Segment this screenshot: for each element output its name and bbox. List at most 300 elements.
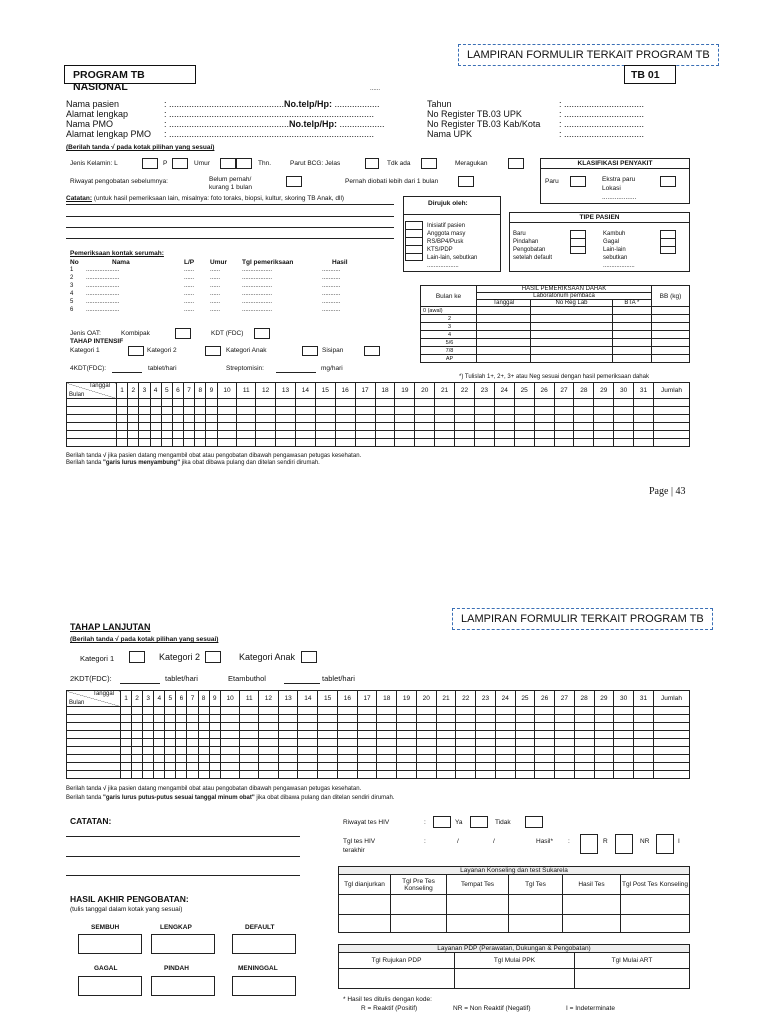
calendar-cell[interactable] bbox=[128, 439, 139, 447]
calendar-cell[interactable] bbox=[154, 731, 165, 739]
calendar-cell[interactable] bbox=[237, 407, 256, 415]
calendar-cell[interactable] bbox=[259, 755, 279, 763]
dirujuk-checkbox[interactable] bbox=[405, 221, 423, 229]
calendar-cell[interactable] bbox=[574, 707, 594, 715]
calendar-cell[interactable] bbox=[594, 723, 614, 731]
calendar-cell[interactable] bbox=[143, 723, 154, 731]
calendar-cell[interactable] bbox=[217, 423, 237, 431]
calendar-cell[interactable] bbox=[220, 739, 240, 747]
calendar-cell[interactable] bbox=[128, 399, 139, 407]
dahak-cell[interactable] bbox=[652, 331, 690, 339]
calendar-cell[interactable] bbox=[237, 439, 256, 447]
calendar-cell[interactable] bbox=[165, 715, 176, 723]
konseling-cell[interactable] bbox=[621, 895, 690, 915]
calendar-cell[interactable] bbox=[318, 771, 338, 779]
calendar-cell[interactable] bbox=[435, 399, 455, 407]
field-value[interactable]: : ................................ bbox=[559, 119, 645, 129]
calendar-cell[interactable] bbox=[335, 407, 355, 415]
calendar-cell[interactable] bbox=[209, 771, 220, 779]
calendar-cell[interactable] bbox=[176, 755, 187, 763]
calendar-cell[interactable] bbox=[209, 755, 220, 763]
calendar-cell[interactable] bbox=[377, 755, 397, 763]
calendar-cell[interactable] bbox=[315, 439, 335, 447]
calendar-cell[interactable] bbox=[117, 431, 128, 439]
calendar-cell[interactable] bbox=[594, 739, 614, 747]
calendar-cell[interactable] bbox=[237, 431, 256, 439]
calendar-cell[interactable] bbox=[654, 715, 690, 723]
calendar-cell[interactable] bbox=[395, 431, 415, 439]
kontak-field[interactable]: .................. bbox=[242, 299, 273, 305]
etambuthol-input[interactable] bbox=[284, 683, 320, 684]
calendar-cell[interactable] bbox=[474, 407, 494, 415]
paru-checkbox[interactable] bbox=[570, 176, 586, 187]
kontak-field[interactable]: ...... bbox=[210, 291, 221, 297]
calendar-cell[interactable] bbox=[514, 415, 534, 423]
calendar-cell[interactable] bbox=[415, 399, 435, 407]
calendar-cell[interactable] bbox=[494, 431, 514, 439]
calendar-cell[interactable] bbox=[132, 755, 143, 763]
calendar-cell[interactable] bbox=[117, 399, 128, 407]
calendar-cell[interactable] bbox=[357, 707, 377, 715]
calendar-cell[interactable] bbox=[276, 415, 296, 423]
gagal-date-box[interactable] bbox=[78, 976, 142, 996]
lokasi-dots[interactable]: ................... bbox=[602, 194, 637, 201]
calendar-cell[interactable] bbox=[318, 739, 338, 747]
dahak-cell[interactable] bbox=[652, 323, 690, 331]
calendar-cell[interactable] bbox=[515, 763, 535, 771]
kontak-field[interactable]: .................. bbox=[242, 307, 273, 313]
calendar-cell[interactable] bbox=[220, 747, 240, 755]
calendar-cell[interactable] bbox=[187, 747, 198, 755]
calendar-cell[interactable] bbox=[220, 771, 240, 779]
konseling-cell[interactable] bbox=[509, 895, 563, 915]
calendar-cell[interactable] bbox=[534, 407, 554, 415]
calendar-cell[interactable] bbox=[514, 407, 534, 415]
calendar-cell[interactable] bbox=[614, 707, 634, 715]
calendar-cell[interactable] bbox=[315, 431, 335, 439]
calendar-cell[interactable] bbox=[132, 715, 143, 723]
calendar-cell[interactable] bbox=[209, 763, 220, 771]
calendar-cell[interactable] bbox=[139, 431, 150, 439]
hiv-tidak-checkbox[interactable] bbox=[470, 816, 488, 828]
calendar-cell[interactable] bbox=[240, 755, 259, 763]
calendar-cell[interactable] bbox=[237, 423, 256, 431]
dirujuk-checkbox[interactable] bbox=[405, 253, 423, 261]
calendar-cell[interactable] bbox=[614, 431, 634, 439]
calendar-cell[interactable] bbox=[206, 399, 217, 407]
calendar-cell[interactable] bbox=[395, 407, 415, 415]
calendar-cell[interactable] bbox=[318, 747, 338, 755]
calendar-cell[interactable] bbox=[184, 423, 195, 431]
calendar-cell[interactable] bbox=[165, 771, 176, 779]
calendar-cell[interactable] bbox=[535, 747, 555, 755]
calendar-cell[interactable] bbox=[198, 755, 209, 763]
calendar-cell[interactable] bbox=[295, 431, 315, 439]
calendar-cell[interactable] bbox=[476, 739, 496, 747]
calendar-cell[interactable] bbox=[150, 407, 161, 415]
calendar-cell[interactable] bbox=[278, 715, 298, 723]
calendar-cell[interactable] bbox=[355, 431, 375, 439]
calendar-cell[interactable] bbox=[355, 415, 375, 423]
kontak-field[interactable]: ...... bbox=[210, 267, 221, 273]
calendar-cell[interactable] bbox=[395, 399, 415, 407]
calendar-cell[interactable] bbox=[121, 723, 132, 731]
calendar-cell[interactable] bbox=[143, 715, 154, 723]
calendar-cell[interactable] bbox=[176, 771, 187, 779]
pdp-cell[interactable] bbox=[575, 969, 690, 989]
calendar-cell[interactable] bbox=[397, 707, 417, 715]
calendar-cell[interactable] bbox=[128, 407, 139, 415]
sex-p-checkbox[interactable] bbox=[172, 158, 188, 169]
calendar-cell[interactable] bbox=[298, 771, 318, 779]
calendar-cell[interactable] bbox=[132, 739, 143, 747]
dahak-cell[interactable] bbox=[531, 315, 612, 323]
field-value[interactable]: : .................................................................................. bbox=[164, 129, 375, 139]
calendar-cell[interactable] bbox=[456, 763, 476, 771]
calendar-cell[interactable] bbox=[416, 715, 436, 723]
calendar-cell[interactable] bbox=[240, 707, 259, 715]
calendar-cell[interactable] bbox=[535, 731, 555, 739]
calendar-cell[interactable] bbox=[337, 747, 357, 755]
calendar-cell[interactable] bbox=[474, 439, 494, 447]
calendar-cell[interactable] bbox=[259, 739, 279, 747]
calendar-cell[interactable] bbox=[276, 423, 296, 431]
calendar-cell[interactable] bbox=[256, 407, 276, 415]
calendar-cell[interactable] bbox=[117, 407, 128, 415]
calendar-cell[interactable] bbox=[206, 423, 217, 431]
calendar-cell[interactable] bbox=[259, 715, 279, 723]
calendar-cell[interactable] bbox=[554, 415, 574, 423]
konseling-cell[interactable] bbox=[339, 915, 391, 933]
calendar-cell[interactable] bbox=[555, 723, 575, 731]
calendar-cell[interactable] bbox=[375, 431, 395, 439]
calendar-cell[interactable] bbox=[455, 439, 475, 447]
dirujuk-checkbox[interactable] bbox=[405, 229, 423, 237]
calendar-cell[interactable] bbox=[198, 763, 209, 771]
kategori1-checkbox[interactable] bbox=[128, 346, 144, 356]
calendar-cell[interactable] bbox=[187, 739, 198, 747]
calendar-cell[interactable] bbox=[377, 731, 397, 739]
calendar-cell[interactable] bbox=[555, 771, 575, 779]
dahak-cell[interactable] bbox=[652, 355, 690, 363]
dirujuk-item[interactable]: ................... bbox=[427, 263, 459, 269]
calendar-cell[interactable] bbox=[614, 399, 634, 407]
pdp-cell[interactable] bbox=[455, 969, 575, 989]
calendar-cell[interactable] bbox=[377, 707, 397, 715]
kontak-field[interactable]: ........... bbox=[322, 299, 341, 305]
calendar-cell[interactable] bbox=[318, 715, 338, 723]
kontak-field[interactable]: ...... bbox=[210, 307, 221, 313]
calendar-cell[interactable] bbox=[176, 707, 187, 715]
calendar-cell[interactable] bbox=[67, 771, 121, 779]
calendar-cell[interactable] bbox=[495, 747, 515, 755]
calendar-cell[interactable] bbox=[574, 739, 594, 747]
calendar-cell[interactable] bbox=[574, 423, 594, 431]
kdt4-input[interactable] bbox=[112, 372, 142, 373]
sex-l-checkbox[interactable] bbox=[142, 158, 158, 169]
calendar-cell[interactable] bbox=[337, 731, 357, 739]
calendar-cell[interactable] bbox=[474, 399, 494, 407]
calendar-cell[interactable] bbox=[476, 723, 496, 731]
kontak-field[interactable]: .................... bbox=[86, 275, 120, 281]
calendar-cell[interactable] bbox=[654, 423, 690, 431]
calendar-cell[interactable] bbox=[195, 431, 206, 439]
calendar-cell[interactable] bbox=[574, 723, 594, 731]
calendar-cell[interactable] bbox=[514, 431, 534, 439]
calendar-cell[interactable] bbox=[574, 755, 594, 763]
calendar-cell[interactable] bbox=[476, 715, 496, 723]
calendar-cell[interactable] bbox=[397, 715, 417, 723]
calendar-cell[interactable] bbox=[318, 763, 338, 771]
calendar-cell[interactable] bbox=[206, 431, 217, 439]
calendar-cell[interactable] bbox=[456, 747, 476, 755]
streptomisin-input[interactable] bbox=[276, 372, 316, 373]
calendar-cell[interactable] bbox=[456, 739, 476, 747]
calendar-cell[interactable] bbox=[654, 739, 690, 747]
calendar-cell[interactable] bbox=[209, 723, 220, 731]
calendar-cell[interactable] bbox=[633, 755, 653, 763]
calendar-cell[interactable] bbox=[276, 399, 296, 407]
calendar-cell[interactable] bbox=[515, 723, 535, 731]
calendar-cell[interactable] bbox=[220, 707, 240, 715]
calendar-cell[interactable] bbox=[555, 747, 575, 755]
calendar-cell[interactable] bbox=[256, 431, 276, 439]
dahak-cell[interactable] bbox=[531, 339, 612, 347]
calendar-cell[interactable] bbox=[375, 423, 395, 431]
calendar-cell[interactable] bbox=[165, 747, 176, 755]
calendar-cell[interactable] bbox=[574, 731, 594, 739]
calendar-cell[interactable] bbox=[633, 739, 653, 747]
calendar-cell[interactable] bbox=[237, 399, 256, 407]
calendar-cell[interactable] bbox=[436, 723, 456, 731]
dahak-cell[interactable] bbox=[477, 323, 531, 331]
kontak-field[interactable]: ...... bbox=[184, 275, 195, 281]
calendar-cell[interactable] bbox=[375, 415, 395, 423]
calendar-cell[interactable] bbox=[476, 747, 496, 755]
calendar-cell[interactable] bbox=[377, 747, 397, 755]
dahak-cell[interactable] bbox=[477, 339, 531, 347]
calendar-cell[interactable] bbox=[416, 763, 436, 771]
calendar-cell[interactable] bbox=[187, 731, 198, 739]
calendar-cell[interactable] bbox=[416, 771, 436, 779]
calendar-cell[interactable] bbox=[395, 423, 415, 431]
calendar-cell[interactable] bbox=[67, 739, 121, 747]
calendar-cell[interactable] bbox=[298, 747, 318, 755]
calendar-cell[interactable] bbox=[357, 771, 377, 779]
calendar-cell[interactable] bbox=[240, 739, 259, 747]
calendar-cell[interactable] bbox=[295, 399, 315, 407]
calendar-cell[interactable] bbox=[534, 431, 554, 439]
calendar-cell[interactable] bbox=[240, 731, 259, 739]
catatan-line-3[interactable] bbox=[66, 875, 300, 876]
calendar-cell[interactable] bbox=[154, 763, 165, 771]
kategori2-checkbox[interactable] bbox=[205, 346, 221, 356]
calendar-cell[interactable] bbox=[198, 771, 209, 779]
kontak-field[interactable]: ...... bbox=[210, 299, 221, 305]
kontak-field[interactable]: ........... bbox=[322, 307, 341, 313]
calendar-cell[interactable] bbox=[397, 731, 417, 739]
calendar-cell[interactable] bbox=[315, 399, 335, 407]
calendar-cell[interactable] bbox=[554, 407, 574, 415]
calendar-cell[interactable] bbox=[574, 431, 594, 439]
calendar-cell[interactable] bbox=[121, 755, 132, 763]
calendar-cell[interactable] bbox=[335, 439, 355, 447]
calendar-cell[interactable] bbox=[172, 399, 183, 407]
calendar-cell[interactable] bbox=[476, 755, 496, 763]
calendar-cell[interactable] bbox=[514, 399, 534, 407]
calendar-cell[interactable] bbox=[594, 707, 614, 715]
calendar-cell[interactable] bbox=[614, 439, 634, 447]
calendar-cell[interactable] bbox=[614, 739, 634, 747]
calendar-cell[interactable] bbox=[416, 755, 436, 763]
kontak-field[interactable]: ...... bbox=[184, 307, 195, 313]
calendar-cell[interactable] bbox=[240, 715, 259, 723]
calendar-cell[interactable] bbox=[335, 399, 355, 407]
calendar-cell[interactable] bbox=[154, 739, 165, 747]
calendar-cell[interactable] bbox=[455, 415, 475, 423]
calendar-cell[interactable] bbox=[209, 715, 220, 723]
calendar-cell[interactable] bbox=[67, 763, 121, 771]
calendar-cell[interactable] bbox=[278, 731, 298, 739]
calendar-cell[interactable] bbox=[315, 407, 335, 415]
calendar-cell[interactable] bbox=[67, 747, 121, 755]
dahak-cell[interactable] bbox=[477, 355, 531, 363]
calendar-cell[interactable] bbox=[415, 407, 435, 415]
calendar-cell[interactable] bbox=[654, 399, 690, 407]
hasil-r-checkbox[interactable] bbox=[580, 834, 598, 854]
calendar-cell[interactable] bbox=[495, 731, 515, 739]
tipe-checkbox[interactable] bbox=[570, 230, 586, 238]
calendar-cell[interactable] bbox=[476, 771, 496, 779]
meninggal-date-box[interactable] bbox=[232, 976, 296, 996]
dahak-cell[interactable] bbox=[531, 355, 612, 363]
calendar-cell[interactable] bbox=[337, 755, 357, 763]
calendar-cell[interactable] bbox=[184, 407, 195, 415]
calendar-cell[interactable] bbox=[121, 731, 132, 739]
calendar-cell[interactable] bbox=[278, 755, 298, 763]
calendar-cell[interactable] bbox=[298, 731, 318, 739]
calendar-cell[interactable] bbox=[298, 763, 318, 771]
calendar-cell[interactable] bbox=[143, 763, 154, 771]
calendar-cell[interactable] bbox=[240, 747, 259, 755]
dahak-cell[interactable] bbox=[477, 315, 531, 323]
calendar-cell[interactable] bbox=[143, 755, 154, 763]
catatan-line-1[interactable] bbox=[66, 836, 300, 837]
calendar-cell[interactable] bbox=[397, 747, 417, 755]
konseling-cell[interactable] bbox=[621, 915, 690, 933]
calendar-cell[interactable] bbox=[614, 723, 634, 731]
calendar-cell[interactable] bbox=[206, 407, 217, 415]
calendar-cell[interactable] bbox=[298, 715, 318, 723]
konseling-cell[interactable] bbox=[391, 895, 447, 915]
calendar-cell[interactable] bbox=[161, 439, 172, 447]
field-value[interactable]: : ................................ bbox=[559, 99, 645, 109]
calendar-cell[interactable] bbox=[278, 723, 298, 731]
calendar-cell[interactable] bbox=[494, 415, 514, 423]
calendar-cell[interactable] bbox=[456, 707, 476, 715]
field-value[interactable]: : .................................................................................. bbox=[164, 109, 375, 119]
calendar-cell[interactable] bbox=[143, 747, 154, 755]
calendar-cell[interactable] bbox=[318, 755, 338, 763]
calendar-cell[interactable] bbox=[209, 731, 220, 739]
calendar-cell[interactable] bbox=[187, 755, 198, 763]
dirujuk-checkbox[interactable] bbox=[405, 245, 423, 253]
calendar-cell[interactable] bbox=[456, 771, 476, 779]
calendar-cell[interactable] bbox=[633, 723, 653, 731]
calendar-cell[interactable] bbox=[154, 723, 165, 731]
calendar-cell[interactable] bbox=[357, 755, 377, 763]
calendar-cell[interactable] bbox=[455, 431, 475, 439]
calendar-cell[interactable] bbox=[195, 415, 206, 423]
calendar-cell[interactable] bbox=[184, 431, 195, 439]
calendar-cell[interactable] bbox=[633, 731, 653, 739]
calendar-cell[interactable] bbox=[337, 723, 357, 731]
kategori-anak-checkbox[interactable] bbox=[302, 346, 318, 356]
calendar-cell[interactable] bbox=[633, 715, 653, 723]
calendar-cell[interactable] bbox=[256, 415, 276, 423]
calendar-cell[interactable] bbox=[455, 399, 475, 407]
calendar-cell[interactable] bbox=[337, 763, 357, 771]
calendar-cell[interactable] bbox=[198, 715, 209, 723]
calendar-cell[interactable] bbox=[395, 439, 415, 447]
calendar-cell[interactable] bbox=[295, 407, 315, 415]
calendar-cell[interactable] bbox=[154, 755, 165, 763]
calendar-cell[interactable] bbox=[337, 739, 357, 747]
calendar-cell[interactable] bbox=[117, 423, 128, 431]
calendar-cell[interactable] bbox=[132, 747, 143, 755]
kontak-field[interactable]: .................. bbox=[242, 275, 273, 281]
calendar-cell[interactable] bbox=[535, 771, 555, 779]
calendar-cell[interactable] bbox=[455, 423, 475, 431]
dahak-cell[interactable] bbox=[612, 347, 651, 355]
calendar-cell[interactable] bbox=[614, 755, 634, 763]
calendar-cell[interactable] bbox=[318, 731, 338, 739]
calendar-cell[interactable] bbox=[436, 755, 456, 763]
calendar-cell[interactable] bbox=[298, 739, 318, 747]
calendar-cell[interactable] bbox=[515, 747, 535, 755]
kontak-field[interactable]: .................. bbox=[242, 283, 273, 289]
calendar-cell[interactable] bbox=[594, 747, 614, 755]
calendar-cell[interactable] bbox=[315, 415, 335, 423]
kontak-field[interactable]: ...... bbox=[184, 267, 195, 273]
calendar-cell[interactable] bbox=[195, 399, 206, 407]
calendar-cell[interactable] bbox=[220, 763, 240, 771]
calendar-cell[interactable] bbox=[515, 771, 535, 779]
calendar-cell[interactable] bbox=[514, 423, 534, 431]
calendar-cell[interactable] bbox=[574, 715, 594, 723]
calendar-cell[interactable] bbox=[614, 763, 634, 771]
calendar-cell[interactable] bbox=[397, 771, 417, 779]
konseling-cell[interactable] bbox=[339, 895, 391, 915]
calendar-cell[interactable] bbox=[654, 707, 690, 715]
calendar-cell[interactable] bbox=[67, 431, 117, 439]
calendar-cell[interactable] bbox=[654, 723, 690, 731]
calendar-cell[interactable] bbox=[633, 763, 653, 771]
calendar-cell[interactable] bbox=[198, 739, 209, 747]
kontak-field[interactable]: ...... bbox=[184, 291, 195, 297]
calendar-cell[interactable] bbox=[121, 739, 132, 747]
calendar-cell[interactable] bbox=[634, 423, 654, 431]
calendar-cell[interactable] bbox=[195, 407, 206, 415]
calendar-cell[interactable] bbox=[67, 423, 117, 431]
calendar-cell[interactable] bbox=[121, 707, 132, 715]
calendar-cell[interactable] bbox=[555, 731, 575, 739]
calendar-cell[interactable] bbox=[139, 439, 150, 447]
calendar-cell[interactable] bbox=[634, 439, 654, 447]
calendar-cell[interactable] bbox=[198, 707, 209, 715]
konseling-cell[interactable] bbox=[447, 895, 509, 915]
calendar-cell[interactable] bbox=[436, 731, 456, 739]
